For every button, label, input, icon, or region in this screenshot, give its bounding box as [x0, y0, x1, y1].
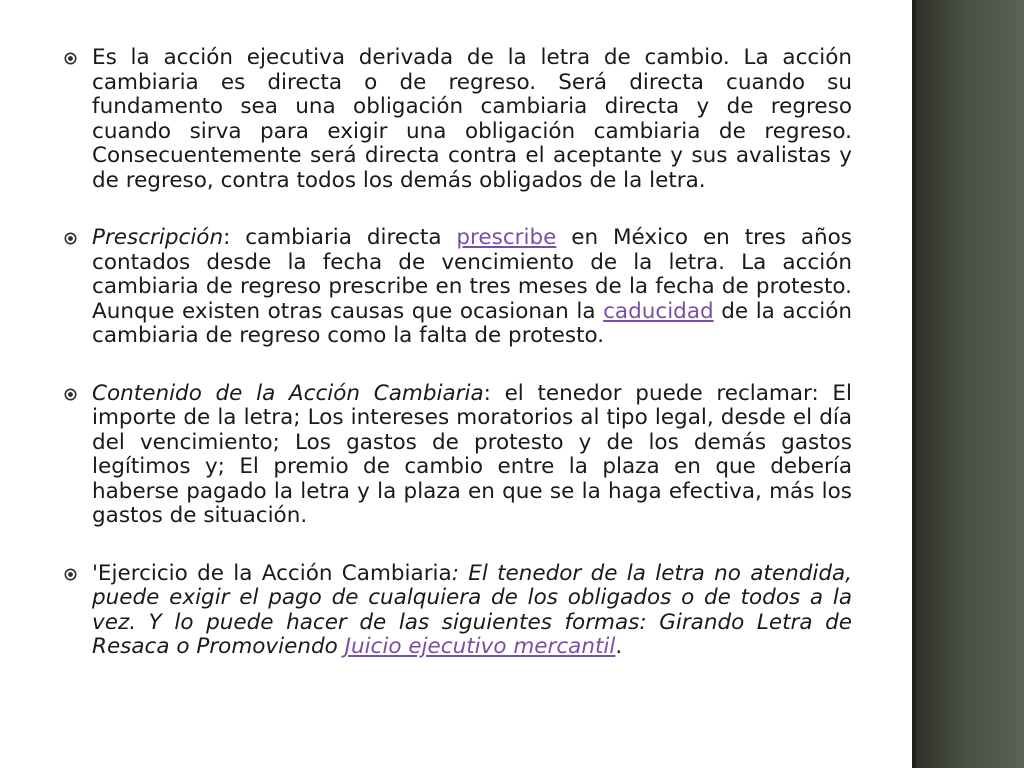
- circle-bullet-icon: [64, 388, 77, 401]
- bullet-lead: 'Ejercicio de la Acción Cambiaria: [92, 560, 452, 586]
- bullet-item-accion-cambiaria: [64, 46, 852, 193]
- bullet-item-prescripcion: [64, 226, 852, 349]
- bullet-text: : el tenedor puede reclamar: El importe de la letra; Los intereses moratorios al tipo legal, desde el día del vencimiento; Los gastos de protesto y de los demás gastos legítimos y; El premio de cambio entre la plaza en que debería haberse pagado la letra y la plaza en que se la haga efectiva, más los gastos de situación.: [92, 380, 852, 528]
- bullet-list: [64, 46, 852, 693]
- circle-bullet-icon: [64, 232, 77, 245]
- bullet-term: Contenido de la Acción Cambiaria: [92, 380, 484, 406]
- caducidad-link[interactable]: caducidad: [603, 298, 714, 324]
- prescribe-link[interactable]: prescribe: [456, 225, 557, 250]
- bullet-text: : El tenedor de la letra no atendida, puede exigir el pago de cualquiera de los obligados o de todos a la vez. Y lo puede hacer de las siguientes formas: Girando Letra de Resaca o Promoviendo: [92, 560, 852, 659]
- bullet-text: Es la acción ejecutiva derivada de la letra de cambio. La acción cambiaria es directa o de regreso. Será directa cuando su fundamento sea una obligación cambiaria directa y de regreso cuando sirva para exigir una obligación cambiaria de regreso. Consecuentemente será directa contra el aceptante y sus avalistas y de regreso, contra todos los demás obligados de la letra.: [92, 45, 852, 193]
- bullet-text: : cambiaria directa: [223, 225, 457, 250]
- bullet-item-ejercicio: [64, 562, 852, 660]
- circle-bullet-icon: [64, 568, 77, 581]
- decorative-sidebar: [912, 0, 1024, 768]
- bullet-item-contenido: [64, 382, 852, 529]
- bullet-term: Prescripción: [92, 225, 224, 250]
- bullet-text: en México en tres años contados desde la fecha de vencimiento de la letra. La acción cambiaria de regreso prescribe en tres meses de la fecha de protesto. Aunque existen otras causas que ocasionan la: [92, 225, 852, 324]
- bullet-text: de la acción cambiaria de regreso como la falta de protesto.: [92, 298, 852, 348]
- bullet-text: .: [615, 634, 623, 659]
- circle-bullet-icon: [64, 52, 77, 65]
- juicio-ejecutivo-mercantil-link[interactable]: Juicio ejecutivo mercantil: [344, 634, 616, 659]
